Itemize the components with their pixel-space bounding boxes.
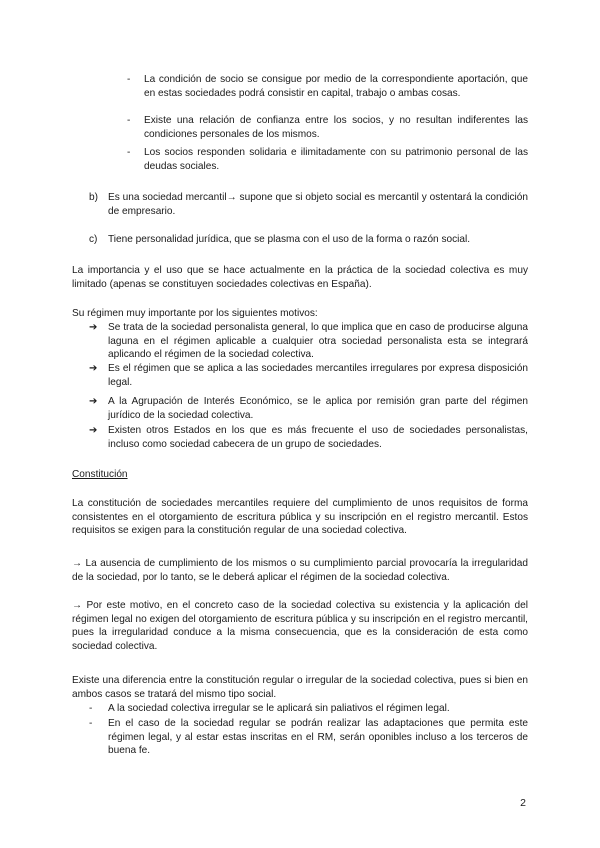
arrow-marker: ➔ xyxy=(89,322,98,333)
list-item: Existe una relación de confianza entre los socios, y no resultan indiferentes las condiciones personales de los mismos. xyxy=(144,115,528,140)
arrow-marker: ➔ xyxy=(89,363,98,374)
list-item: En el caso de la sociedad regular se podrán realizar las adaptaciones que permita este régimen legal, y al estar estas inscritas en el RM, serán oponibles incluso a los terceros de buena fe. xyxy=(108,718,528,757)
list-marker: - xyxy=(89,703,93,714)
item-b-text: Es una sociedad mercantil→ supone que si objeto social es mercantil y ostentará la condición de empresario. xyxy=(108,192,528,217)
item-c-text: Tiene personalidad jurídica, que se plasma con el uso de la forma o razón social. xyxy=(108,234,471,245)
section-heading-constitucion: Constitución xyxy=(72,469,128,480)
list-item: Es el régimen que se aplica a las sociedades mercantiles irregulares por expresa disposición legal. xyxy=(108,363,528,388)
list-item: Los socios responden solidaria e ilimitadamente con su patrimonio personal de las deudas sociales. xyxy=(144,147,528,172)
list-marker: - xyxy=(89,718,93,729)
list-marker: - xyxy=(127,74,131,85)
arrow-marker: ➔ xyxy=(89,425,98,436)
list-item: Existen otros Estados en los que es más frecuente el uso de sociedades personalistas, incluso como sociedad cabecera de un grupo de sociedades. xyxy=(108,425,528,450)
item-b-marker: b) xyxy=(89,192,98,203)
paragraph-constitucion: La constitución de sociedades mercantiles requiere del cumplimiento de unos requisitos de forma consistentes en el otorgamiento de escritura pública y su inscripción en el registro mercantil. Estos requisitos se exigen para la constitución regular de una sociedad colectiva. xyxy=(72,498,528,537)
item-c-marker: c) xyxy=(89,234,98,245)
list-item: La condición de socio se consigue por medio de la correspondiente aportación, que en estas sociedades podrá consistir en capital, trabajo o ambas cosas. xyxy=(144,74,528,99)
paragraph-importancia: La importancia y el uso que se hace actualmente en la práctica de la sociedad colectiva es muy limitado (apenas se constituyen sociedades colectivas en España). xyxy=(72,265,528,290)
list-marker: - xyxy=(127,147,131,158)
list-item: Se trata de la sociedad personalista general, lo que implica que en caso de producirse alguna laguna en el régimen aplicable a cualquier otra sociedad personalista esta se integrará aplicando el régimen de la sociedad colectiva. xyxy=(108,322,528,361)
paragraph-diferencia: Existe una diferencia entre la constitución regular o irregular de la sociedad colectiva, pues si bien en ambos casos se tratará del mismo tipo social. xyxy=(72,675,528,700)
paragraph-regimen-intro: Su régimen muy importante por los siguientes motivos: xyxy=(72,308,318,319)
page-number: 2 xyxy=(520,797,526,809)
arrow-marker: ➔ xyxy=(89,396,98,407)
paragraph-ausencia: → La ausencia de cumplimiento de los mismos o su cumplimiento parcial provocaría la irregularidad de la sociedad, por lo tanto, se le deberá aplicar el régimen de la sociedad colectiva. xyxy=(72,558,528,583)
list-marker: - xyxy=(127,115,131,126)
list-item: A la sociedad colectiva irregular se le aplicará sin paliativos el régimen legal. xyxy=(108,703,450,714)
paragraph-motivo: → Por este motivo, en el concreto caso de la sociedad colectiva su existencia y la aplicación del régimen legal no exigen del otorgamiento de escritura pública y su inscripción en el registro mercantil, pues la irregularidad conduce a la misma consecuencia, que es la consideración de esta como sociedad colectiva. xyxy=(72,600,528,652)
list-item: A la Agrupación de Interés Económico, se le aplica por remisión gran parte del régimen jurídico de la sociedad colectiva. xyxy=(108,396,528,421)
